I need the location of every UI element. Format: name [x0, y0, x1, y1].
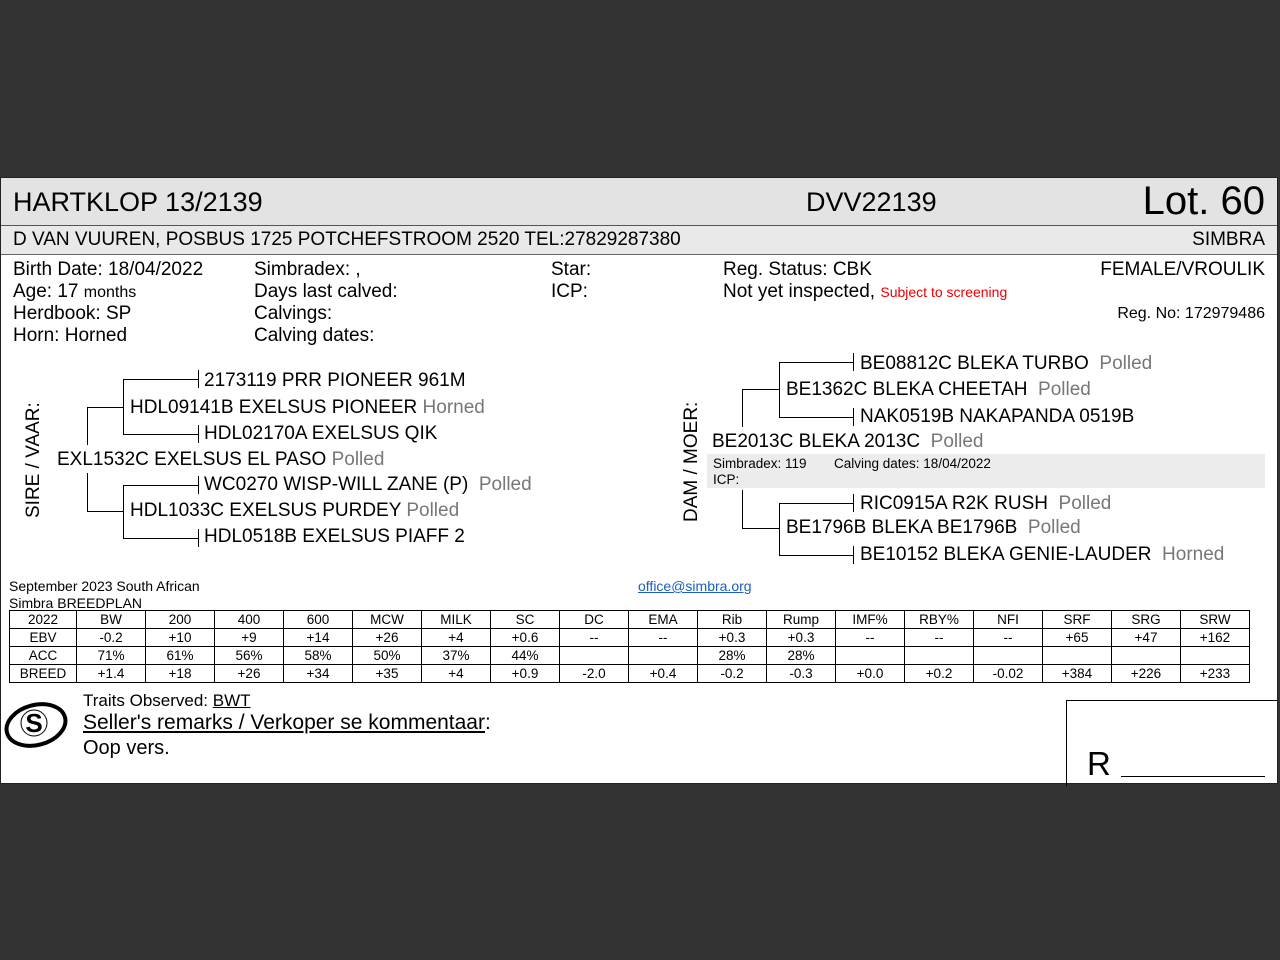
dam-dam-horn: Polled	[1027, 517, 1081, 538]
dam-dam-sire-name: RIC0915A R2K RUSH	[860, 493, 1048, 514]
breedplan-cell: -0.3	[767, 665, 836, 683]
dam-dam-dam	[860, 544, 1224, 566]
dam-animal-horn: Polled	[930, 431, 984, 452]
simbradex: Simbradex: ,	[254, 259, 361, 280]
breedplan-cell: +18	[146, 665, 215, 683]
breedplan-cell: +10	[146, 629, 215, 647]
pedigree-line	[123, 538, 199, 539]
breedplan-cell: -0.2	[698, 665, 767, 683]
breedplan-cell: 600	[284, 611, 353, 629]
owner-bar	[1, 226, 1277, 255]
breedplan-cell: 44%	[491, 647, 560, 665]
breedplan-cell	[974, 647, 1043, 665]
sire-dam-parent	[130, 500, 459, 522]
inspection-status	[723, 281, 1007, 303]
days-last-calved: Days last calved:	[254, 281, 398, 302]
breedplan-cell: Rump	[767, 611, 836, 629]
pedigree-line	[123, 379, 124, 434]
remarks-label: Seller's remarks / Verkoper se kommentaar	[83, 711, 485, 734]
dam-dam: HDL0518B EXELSUS PIAFF 2	[204, 526, 465, 547]
dam-sire	[204, 474, 532, 496]
dam-calving-dates: Calving dates: 18/04/2022	[834, 456, 991, 471]
remarks-colon: :	[484, 711, 491, 734]
price-box	[1066, 700, 1277, 786]
breedplan-cell: +0.3	[767, 629, 836, 647]
age-value: Age: 17	[13, 281, 79, 302]
reg-number: Reg. No: 172979486	[1117, 305, 1265, 322]
sire-side-label: SIRE / VAAR:	[23, 402, 44, 518]
breedplan-cell: +34	[284, 665, 353, 683]
star: Star:	[551, 259, 592, 280]
email-link[interactable]: office@simbra.org	[638, 578, 752, 594]
pedigree-line	[853, 494, 854, 512]
breedplan-cell: +0.0	[836, 665, 905, 683]
dam-sire-horn: Polled	[478, 474, 532, 495]
pedigree-line	[853, 546, 854, 564]
pedigree-line	[742, 490, 743, 528]
breedplan-cell: 200	[146, 611, 215, 629]
age-unit: months	[83, 284, 137, 301]
horn-status: Horn: Horned	[13, 325, 128, 346]
breedplan-cell: --	[905, 629, 974, 647]
traits-label: Traits Observed:	[83, 691, 209, 710]
breedplan-cell: +26	[215, 665, 284, 683]
pedigree-line	[87, 407, 88, 445]
pedigree-line	[123, 485, 199, 486]
breedplan-cell: +384	[1043, 665, 1112, 683]
breedplan-cell: +4	[422, 629, 491, 647]
breedplan-cell	[836, 647, 905, 665]
header-bar	[1, 178, 1277, 226]
breedplan-cell: BREED	[10, 665, 77, 683]
pedigree-line	[779, 503, 854, 504]
breedplan-cell: 400	[215, 611, 284, 629]
lot-number: Lot. 60	[1142, 179, 1265, 223]
breedplan-cell: EBV	[10, 629, 77, 647]
breedplan-row	[10, 629, 1250, 647]
pedigree-line	[779, 362, 854, 363]
breedplan-cell: 2022	[10, 611, 77, 629]
breedplan-cell: 28%	[767, 647, 836, 665]
dam-sire-sire	[860, 353, 1152, 375]
breedplan-cell	[1181, 647, 1250, 665]
breedplan-cell: BW	[77, 611, 146, 629]
pedigree-line	[87, 473, 88, 511]
breedplan-cell: MCW	[353, 611, 422, 629]
breedplan-cell: --	[629, 629, 698, 647]
dam-icp: ICP:	[713, 472, 740, 487]
sire-animal-name: EXL1532C EXELSUS EL PASO	[57, 449, 327, 470]
breedplan-cell: --	[836, 629, 905, 647]
sire-sire: 2173119 PRR PIONEER 961M	[204, 370, 466, 391]
pedigree-line	[198, 476, 199, 494]
traits-value: BWT	[212, 691, 251, 710]
logo-letter: S	[25, 708, 43, 738]
dam-simbradex: Simbradex: 119	[713, 456, 807, 471]
screening-note: Subject to screening	[880, 284, 1008, 300]
pedigree-line	[87, 407, 123, 408]
breedplan-cell	[905, 647, 974, 665]
breedplan-title-2: Simbra BREEDPLAN	[9, 595, 143, 611]
dam-dam-sire	[860, 493, 1111, 515]
simbra-logo	[1, 701, 71, 761]
breedplan-cell: +9	[215, 629, 284, 647]
sire-name: HDL09141B EXELSUS PIONEER	[130, 397, 418, 418]
sire-sire-parent	[130, 397, 485, 419]
pedigree-line	[198, 425, 199, 443]
price-line[interactable]	[1121, 776, 1265, 777]
breedplan-row	[10, 611, 1250, 629]
sire-dam-horn: Polled	[406, 500, 460, 521]
remarks-heading	[83, 711, 491, 735]
breedplan-cell	[560, 647, 629, 665]
inspection-text: Not yet inspected,	[723, 281, 876, 302]
breedplan-cell	[1112, 647, 1181, 665]
breedplan-cell: SRG	[1112, 611, 1181, 629]
pedigree-line	[853, 408, 854, 426]
breedplan-cell: RBY%	[905, 611, 974, 629]
sire-animal-horn: Polled	[331, 449, 385, 470]
breedplan-cell: +14	[284, 629, 353, 647]
breedplan-cell: +0.3	[698, 629, 767, 647]
breedplan-cell: 71%	[77, 647, 146, 665]
herdbook: Herdbook: SP	[13, 303, 132, 324]
breedplan-cell: -0.2	[77, 629, 146, 647]
breed-label: SIMBRA	[1192, 229, 1265, 250]
dam-animal	[712, 431, 983, 453]
breedplan-row	[10, 647, 1250, 665]
breedplan-cell: +35	[353, 665, 422, 683]
breedplan-table	[9, 610, 1250, 683]
pedigree-line	[742, 389, 779, 390]
breedplan-cell: MILK	[422, 611, 491, 629]
sire-dam: HDL02170A EXELSUS QIK	[204, 423, 438, 444]
breedplan-cell: -2.0	[560, 665, 629, 683]
breedplan-title-1: September 2023 South African	[9, 578, 200, 594]
breedplan-cell: +0.2	[905, 665, 974, 683]
pedigree-line	[779, 417, 854, 418]
dam-sire-name: WC0270 WISP-WILL ZANE (P)	[204, 474, 469, 495]
breedplan-cell: +0.6	[491, 629, 560, 647]
dam-dam-parent	[786, 517, 1081, 539]
price-prefix: R	[1087, 745, 1111, 782]
dam-dam-name: BE1796B BLEKA BE1796B	[786, 517, 1018, 538]
dam-sire-parent	[786, 379, 1091, 401]
dam-dam-dam-name: BE10152 BLEKA GENIE-LAUDER	[860, 544, 1152, 565]
logo-icon	[1, 701, 71, 761]
traits-observed	[83, 691, 251, 711]
reg-status: Reg. Status: CBK	[723, 259, 872, 280]
breedplan-cell: 28%	[698, 647, 767, 665]
breedplan-row	[10, 665, 1250, 683]
breedplan-cell: 61%	[146, 647, 215, 665]
pedigree-line	[198, 529, 199, 547]
breedplan-cell: ACC	[10, 647, 77, 665]
dam-side-label: DAM / MOER:	[681, 401, 702, 522]
breedplan-cell: EMA	[629, 611, 698, 629]
sire-dam-name: HDL1033C EXELSUS PURDEY	[130, 500, 402, 521]
breedplan-cell: -0.02	[974, 665, 1043, 683]
sire-horn: Horned	[422, 397, 485, 418]
breedplan-cell: 56%	[215, 647, 284, 665]
breedplan-cell: 37%	[422, 647, 491, 665]
sex: FEMALE/VROULIK	[1100, 259, 1265, 280]
dam-dam-dam-horn: Horned	[1162, 544, 1225, 565]
breedplan-cell: DC	[560, 611, 629, 629]
calvings: Calvings:	[254, 303, 333, 324]
dam-details-box	[707, 454, 1265, 488]
breedplan-cell: Rib	[698, 611, 767, 629]
animal-id: DVV22139	[806, 187, 937, 217]
breedplan-cell: SRF	[1043, 611, 1112, 629]
breedplan-cell: --	[974, 629, 1043, 647]
pedigree-line	[742, 389, 743, 427]
birth-date: Birth Date: 18/04/2022	[13, 259, 204, 280]
dam-sire-horn: Polled	[1038, 379, 1091, 400]
breedplan-cell: IMF%	[836, 611, 905, 629]
pedigree-line	[779, 503, 780, 555]
owner-address: D VAN VUUREN, POSBUS 1725 POTCHEFSTROOM 2520 TEL:27829287380	[13, 229, 681, 250]
breedplan-cell: --	[560, 629, 629, 647]
pedigree-line	[198, 370, 199, 388]
dam-sire-dam: NAK0519B NAKAPANDA 0519B	[860, 406, 1135, 427]
pedigree-line	[123, 379, 199, 380]
breedplan-cell	[629, 647, 698, 665]
pedigree-line	[123, 434, 199, 435]
breedplan-cell: +0.4	[629, 665, 698, 683]
sire-animal	[57, 449, 384, 471]
pedigree-line	[123, 485, 124, 538]
remarks-text: Oop vers.	[83, 737, 170, 759]
dam-dam-sire-horn: Polled	[1058, 493, 1112, 514]
breedplan-cell: NFI	[974, 611, 1043, 629]
calving-dates: Calving dates:	[254, 325, 375, 346]
lot-card	[0, 177, 1278, 784]
pedigree-line	[853, 353, 854, 371]
dam-sire-sire-horn: Polled	[1099, 353, 1153, 374]
pedigree-line	[779, 362, 780, 417]
breedplan-cell: +162	[1181, 629, 1250, 647]
breedplan-cell: +26	[353, 629, 422, 647]
animal-name: HARTKLOP 13/2139	[13, 187, 263, 217]
pedigree-line	[87, 511, 123, 512]
breedplan-cell: +1.4	[77, 665, 146, 683]
pedigree-line	[742, 528, 779, 529]
breedplan-cell: 50%	[353, 647, 422, 665]
pedigree-line	[779, 555, 854, 556]
dam-sire-sire-name: BE08812C BLEKA TURBO	[860, 353, 1089, 374]
breedplan-cell: +4	[422, 665, 491, 683]
breedplan-cell: 58%	[284, 647, 353, 665]
breedplan-cell: +0.9	[491, 665, 560, 683]
dam-sire-name: BE1362C BLEKA CHEETAH	[786, 379, 1028, 400]
dam-animal-name: BE2013C BLEKA 2013C	[712, 431, 921, 452]
icp: ICP:	[551, 281, 588, 302]
breedplan-cell: +233	[1181, 665, 1250, 683]
breedplan-cell: SRW	[1181, 611, 1250, 629]
breedplan-cell: +65	[1043, 629, 1112, 647]
breedplan-cell	[1043, 647, 1112, 665]
breedplan-cell: SC	[491, 611, 560, 629]
breedplan-cell: +226	[1112, 665, 1181, 683]
age	[13, 281, 136, 303]
breedplan-cell: +47	[1112, 629, 1181, 647]
